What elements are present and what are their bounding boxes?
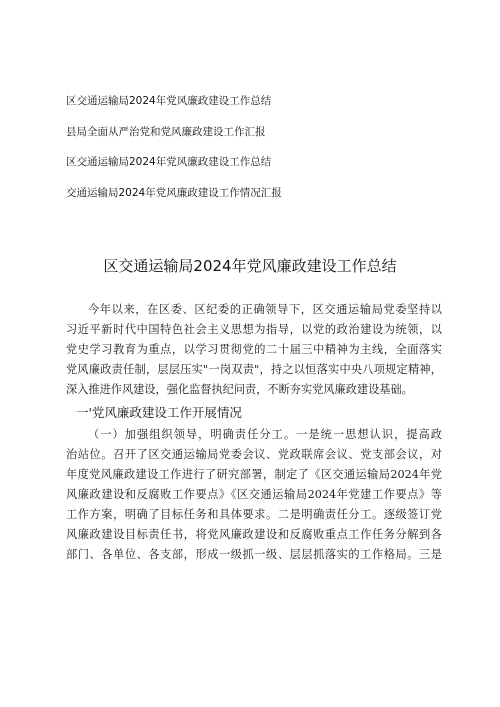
paragraph-line: 党风廉政责任制，层层压实"一岗双责"，持之以恒落实中央八项规定精神，: [66, 363, 442, 376]
paragraph-line: 风廉政建设目标责任书，将党风廉政建设和反腐败重点工作任务分解到各: [66, 528, 442, 541]
related-document-link[interactable]: 交通运输局2024年党风廉政建设工作情况汇报: [66, 186, 282, 199]
paragraph-line: 党史学习教育为重点，以学习贯彻党的二十届三中精神为主线，全面落实: [66, 343, 442, 356]
paragraph-line: 治站位。召开了区交通运输局党委会议、党政联席会议、党支部会议，对: [66, 448, 442, 461]
related-document-link[interactable]: 区交通运输局2024年党风廉政建设工作总结: [66, 95, 272, 107]
paragraph-line: （一）加强组织领导，明确责任分工。一是统一思想认识，提高政: [88, 428, 442, 441]
paragraph-line: 工作方案，明确了目标任务和具体要求。二是明确责任分工。逐级签订党: [66, 508, 442, 521]
paragraph-line: 年度党风廉政建设工作进行了研究部署，制定了《区交通运输局2024年党: [66, 468, 442, 481]
related-documents-list: [66, 94, 446, 216]
document-title: 区交通运输局2024年党风廉政建设工作总结: [103, 257, 397, 275]
paragraph-line: 风廉政建设和反腐败工作要点》《区交通运输局2024年党建工作要点》等: [66, 488, 442, 501]
related-document-link[interactable]: 区交通运输局2024年党风廉政建设工作总结: [66, 156, 272, 168]
paragraph-line: 深入推进作风建设，强化监督执纪问责，不断夯实党风廉政建设基础。: [66, 383, 413, 396]
paragraph-line: 今年以来，在区委、区纪委的正确领导下，区交通运输局党委坚持以: [88, 303, 442, 316]
related-document-link[interactable]: 县局全面从严治党和党风廉政建设工作汇报: [66, 125, 266, 138]
section-heading: 一'党风廉政建设工作开展情况: [76, 405, 242, 420]
paragraph-line: 部门、各单位、各支部，形成一级抓一级、层层抓落实的工作格局。三是: [66, 548, 442, 561]
section-paragraph: [66, 425, 442, 565]
paragraph-line: 习近平新时代中国特色社会主义思想为指导，以党的政治建设为统领，以: [66, 323, 442, 336]
intro-paragraph: [66, 300, 442, 400]
